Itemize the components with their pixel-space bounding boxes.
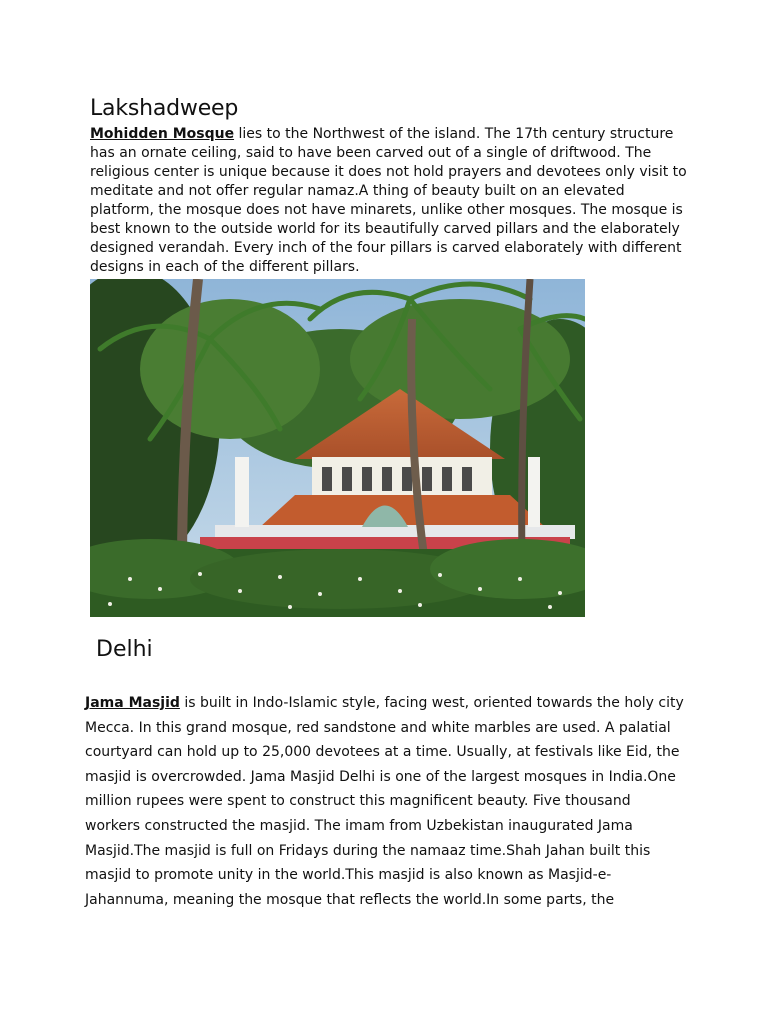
paragraph-jama-masjid xyxy=(85,691,685,912)
paragraph-body: is built in Indo-Islamic style, facing west, oriented towards the holy city Mecca. In this grand mosque, red sandstone and white marbles are used. A palatial courtyard can hold up to 25,000 devotees at a time. Usually, at festivals like Eid, the masjid is overcrowded. Jama Masjid Delhi is one of the largest mosques in India.One million rupees were spent to construct this magnificent beauty. Five thousand workers constructed the masjid. The imam from Uzbekistan inaugurated Jama Masjid.The masjid is full on Fridays during the namaaz time.Shah Jahan built this masjid to promote unity in the world.This masjid is also known as Masjid-e-Jahannuma, meaning the mosque that reflects the world.In some parts, the xyxy=(85,695,684,908)
heading-delhi: Delhi xyxy=(96,637,153,662)
paragraph-body: lies to the Northwest of the island. The 17th century structure has an ornate ceiling, said to have been carved out of a single of driftwood. The religious center is unique because it does not hold prayers and devotees only visit to meditate and not offer regular namaz.A thing of beauty built on an elevated platform, the mosque does not have minarets, unlike other mosques. The mosque is best known to the outside world for its beautifully carved pillars and the elaborately designed verandah. Every inch of the four pillars is carved elaborately with different designs in each of the different pillars. xyxy=(90,126,687,275)
paragraph-mohidden-mosque xyxy=(90,125,690,277)
mosque-photo xyxy=(90,279,585,617)
heading-lakshadweep: Lakshadweep xyxy=(90,96,239,121)
lead-jama-masjid: Jama Masjid xyxy=(85,695,180,711)
lead-mohidden-mosque: Mohidden Mosque xyxy=(90,126,235,142)
